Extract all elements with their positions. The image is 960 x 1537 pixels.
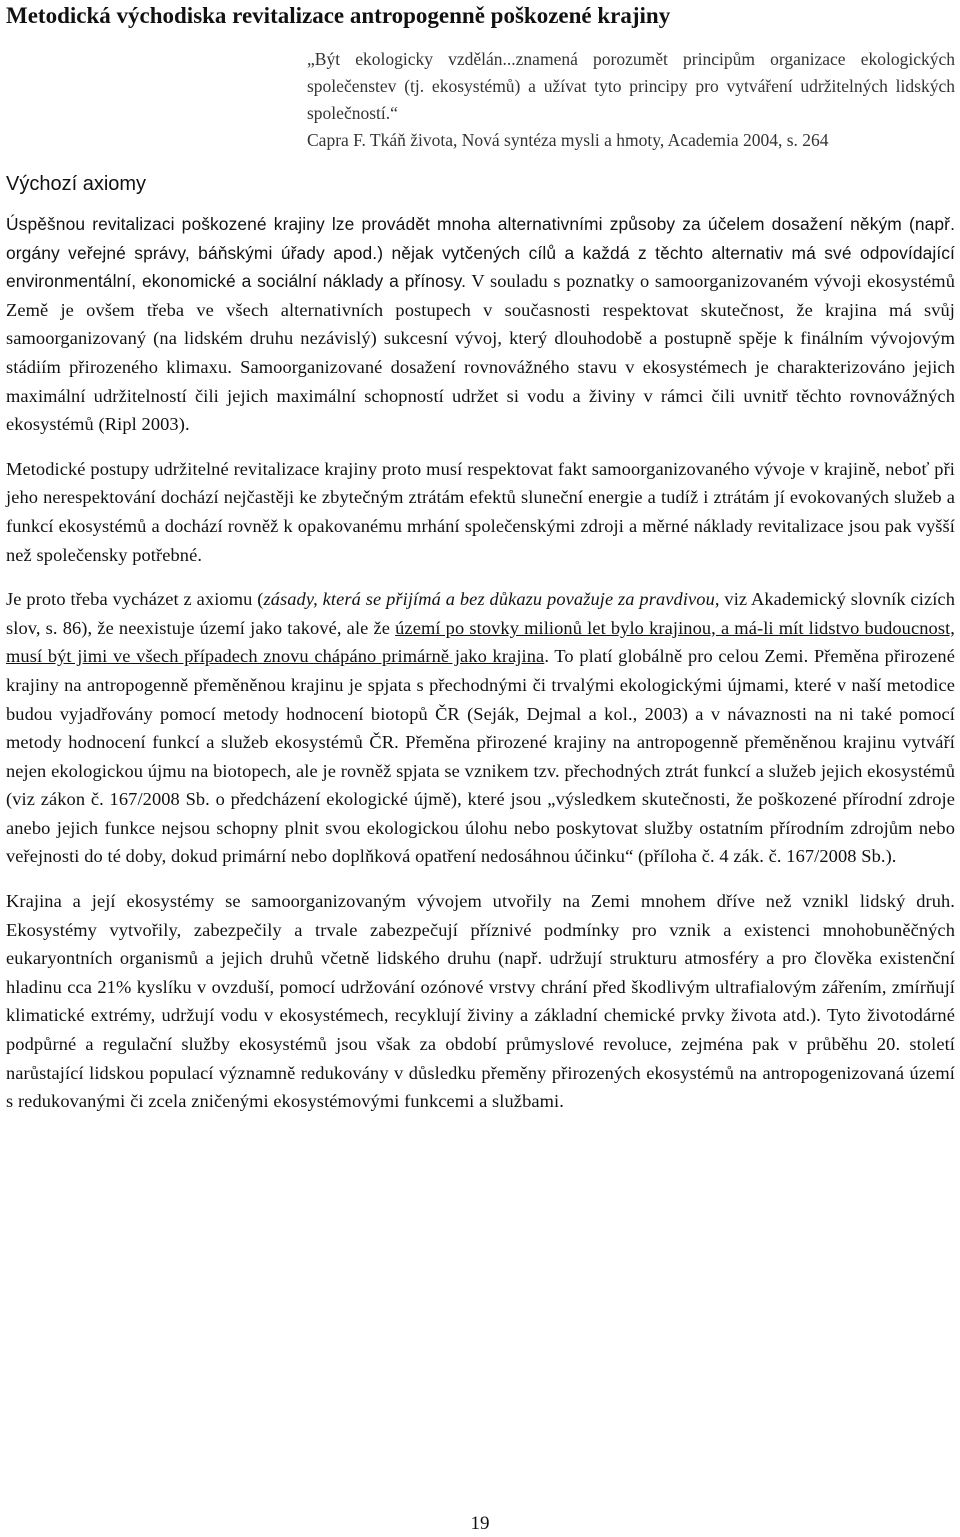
paragraph-2: Metodické postupy udržitelné revitalizace krajiny proto musí respektovat fakt samoorganizovaného vývoje v krajině, neboť při jeho nerespektování dochází nejčastěji ke zbytečným ztrátám efektů sluneční energie a tudíž i ztrátám jí evokovaných služeb a funkcí ekosystémů a dochází rovněž k opakovanému mrhání společenskými zdroji a měrné náklady revitalizace jsou pak vyšší než společensky potřebné.: [6, 458, 955, 565]
section-subheading: Výchozí axiomy: [6, 173, 147, 195]
paragraph-1: [6, 210, 955, 439]
paragraph-3-part-a: Je proto třeba vycházet z axiomu (: [6, 589, 264, 610]
paragraph-1-lead: Úspěšnou revitalizaci poškozené krajiny lze provádět mnoha alternativními způsoby za účelem dosažení někým (např. orgány veřejné správy, báňskými úřady apod.) nějak vytčených cílů a každá z těchto alternativ má své odpovídající environmentální, ekonomické a sociální náklady a přínosy.: [6, 214, 955, 292]
page-number: 19: [470, 1513, 490, 1534]
axiom-statement: území po stovky milionů let bylo krajinou, a má-li mít lidstvo budoucnost, musí být jimi ve všech případech znovu chápáno primárně jako krajina: [6, 617, 955, 667]
paragraph-3: [6, 585, 955, 871]
epigraph: [307, 46, 955, 154]
paragraph-3-part-b: , viz Akademický slovník cizích slov, s. 86), že neexistuje území jako takové, ale že: [6, 589, 955, 638]
page-heading: Metodická východiska revitalizace antropogenně poškozené krajiny: [6, 3, 671, 28]
epigraph-text: „Být ekologicky vzdělán...znamená porozumět principům organizace ekologických společenstev (tj. ekosystémů) a užívat tyto principy pro vytváření udržitelných lidských společností.“: [307, 49, 955, 123]
body-text: [6, 210, 955, 1132]
paragraph-1-rest: V souladu s poznatky o samoorganizovaném vývoji ekosystémů Země je ovšem třeba ve všech alternativních postupech v současnosti respektovat skutečnost, že krajina má svůj samoorganizovaný (na lidském druhu nezávislý) sukcesní vývoj, který dlouhodobě a postupně spěje k finálním vývojovým stádiím přirozeného klimaxu. Samoorganizované dosažení rovnovážného stavu v ekosystémech je charakterizováno jejich maximální udržitelností čili jejich maximální schopností udržet si vodu a živiny v rámci čili uvnitř těchto rovnovážných ekosystémů (Ripl 2003).: [6, 271, 955, 435]
paragraph-4: Krajina a její ekosystémy se samoorganizovaným vývojem utvořily na Zemi mnohem dříve než vznikl lidský druh. Ekosystémy vytvořily, zabezpečily a trvale zabezpečují příznivé podmínky pro vznik a existenci mnohobuněčných eukaryontních organismů a jejich druhů včetně lidského druhu (např. udržují strukturu atmosféry a pro člověka existenční hladinu cca 21% kyslíku v ovzduší, pomocí udržování ozónové vrstvy chrání před škodlivým ultrafialovým zářením, zmírňují klimatické extrémy, udržují vodu v ekosystémech, recyklují živiny a základní chemické prvky života atd.). Tyto životodárné podpůrné a regulační služby ekosystémů jsou však za období průmyslové revoluce, zejména pak v průběhu 20. století narůstající lidskou populací významně redukovány v důsledku přeměny přirozených ekosystémů na antropogenizovaná území s redukovanými či zcela zničenými ekosystémovými funkcemi a službami.: [6, 891, 955, 1112]
axiom-definition: zásady, která se přijímá a bez důkazu považuje za pravdivou: [263, 589, 715, 610]
paragraph-3-part-c: . To platí globálně pro celou Zemi. Přeměna přirozené krajiny na antropogenně přeměněnou krajinu je spjata s přechodnými či trvalými ekologickými újmami, které v naší metodice budou vyjadřovány pomocí metody hodnocení biotopů ČR (Seják, Dejmal a kol., 2003) a v návaznosti na ni také pomocí metody hodnocení funkcí a služeb ekosystémů ČR. Přeměna přirozené krajiny na antropogenně přeměněnou krajinu vytváří nejen ekologickou újmu na biotopech, ale je rovněž spjata se vznikem tzv. přechodných ztrát funkcí a služeb jejich ekosystémů (viz zákon č. 167/2008 Sb. o předcházení ekologické újmě), které jsou „výsledkem skutečnosti, že poškozené přírodní zdroje anebo jejich funkce nejsou schopny plnit svou ekologickou úlohu nebo poskytovat služby ostatním přírodním zdrojům nebo veřejnosti do té doby, dokud primární nebo doplňková opatření nedosáhnou účinku“ (příloha č. 4 zák. č. 167/2008 Sb.).: [6, 646, 955, 867]
epigraph-source: Capra F. Tkáň života, Nová syntéza mysli a hmoty, Academia 2004, s. 264: [307, 130, 829, 150]
